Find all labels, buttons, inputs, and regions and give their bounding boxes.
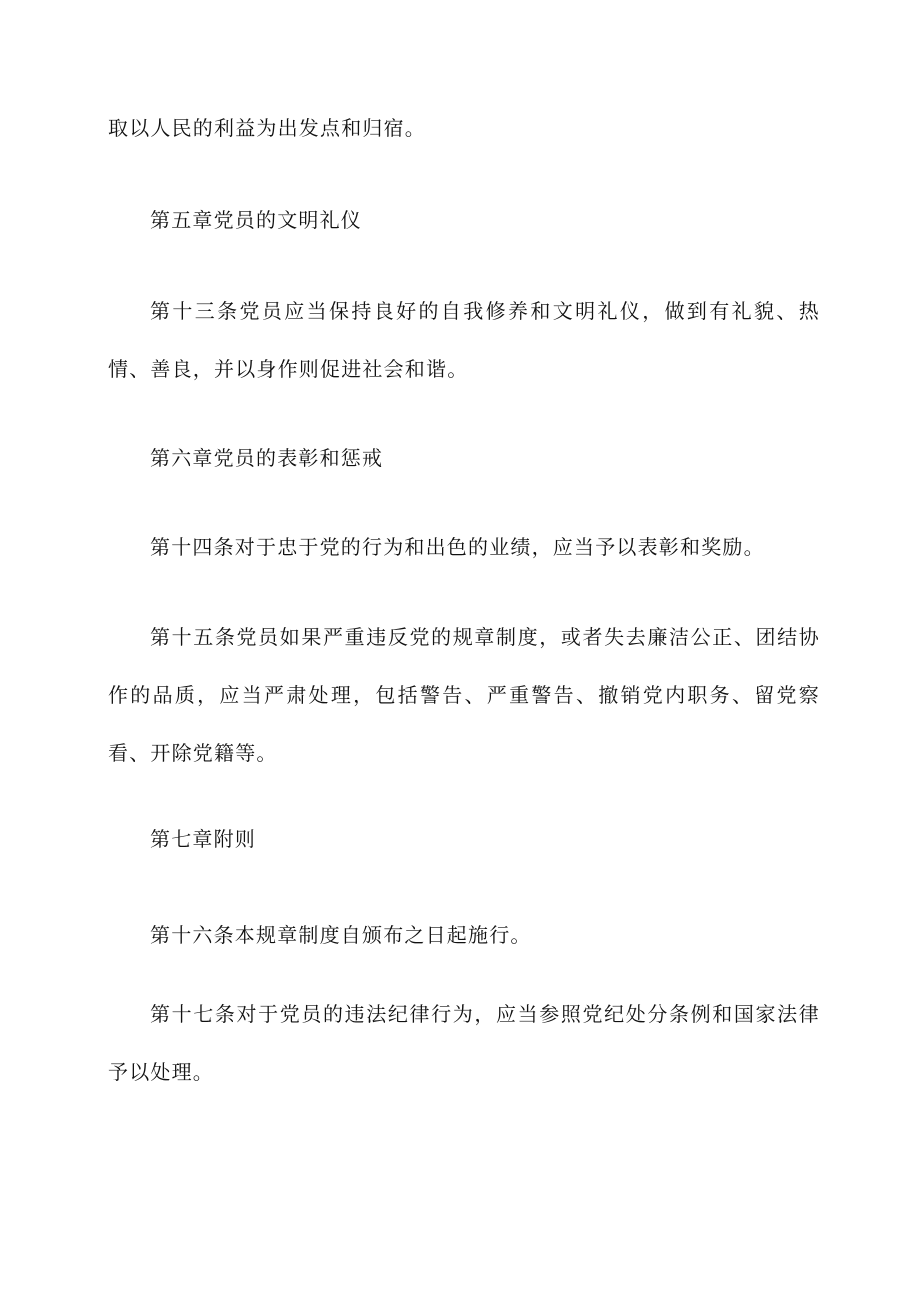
article-17: 第十七条对于党员的违法纪律行为，应当参照党纪处分条例和国家法律予以处理。 bbox=[108, 1002, 820, 1084]
paragraph-continuation: 取以人民的利益为出发点和归宿。 bbox=[108, 116, 426, 140]
article-14: 第十四条对于忠于党的行为和出色的业绩，应当予以表彰和奖励。 bbox=[150, 535, 765, 559]
article-13: 第十三条党员应当保持良好的自我修养和文明礼仪，做到有礼貌、热情、善良，并以身作则促进社会和谐。 bbox=[108, 299, 820, 381]
chapter-heading-5: 第五章党员的文明礼仪 bbox=[150, 208, 362, 232]
article-16: 第十六条本规章制度自颁布之日起施行。 bbox=[150, 923, 532, 947]
chapter-heading-7: 第七章附则 bbox=[150, 827, 256, 851]
chapter-heading-6: 第六章党员的表彰和惩戒 bbox=[150, 446, 384, 470]
article-15: 第十五条党员如果严重违反党的规章制度，或者失去廉洁公正、团结协作的品质，应当严肃处理，包括警告、严重警告、撤销党内职务、留党察看、开除党籍等。 bbox=[108, 625, 820, 765]
